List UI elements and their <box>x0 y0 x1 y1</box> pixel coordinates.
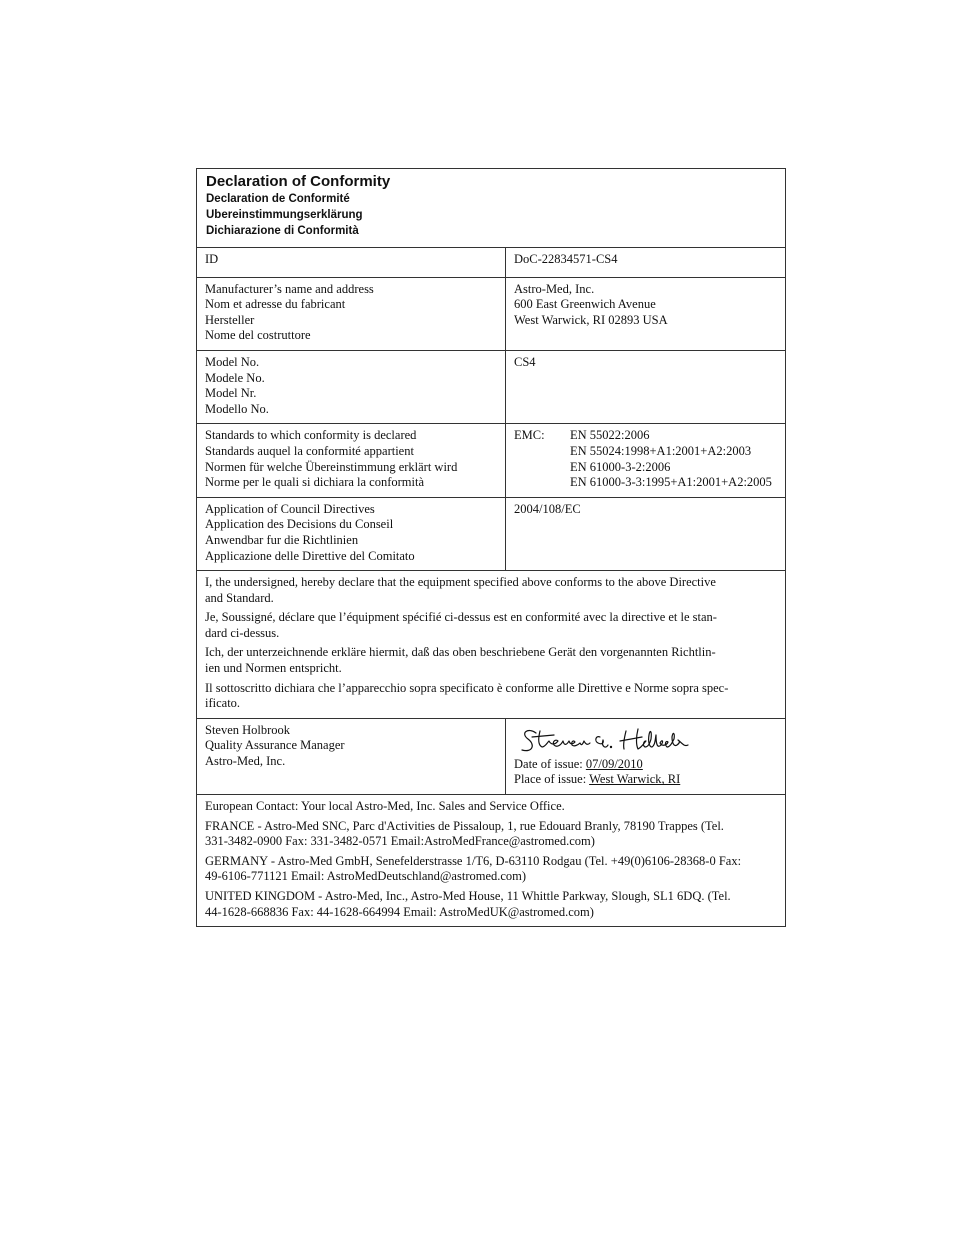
model-row <box>197 351 785 424</box>
directives-label-fr: Application des Decisions du Conseil <box>205 517 394 532</box>
standards-label-en: Standards to which conformity is declared <box>205 428 417 443</box>
emc-standard: EN 61000-3-2:2006 <box>570 459 671 474</box>
contact-line: 331-3482-0900 Fax: 331-3482-0571 Email:AstroMedFrance@astromed.com) <box>205 834 595 849</box>
declaration-paragraph-fr <box>205 610 777 641</box>
manufacturer-label-fr: Nom et adresse du fabricant <box>205 297 346 312</box>
contacts-section <box>197 795 785 926</box>
declaration-line: Ich, der unterzeichnende erkläre hiermit, daß das oben beschriebene Gerät den vorgenannten Richtlin- <box>205 645 716 660</box>
model-label-de: Model Nr. <box>205 386 257 401</box>
directives-row <box>197 498 785 571</box>
document-header <box>197 169 785 248</box>
standards-label-de: Normen für welche Übereinstimmung erklärt wird <box>205 459 458 474</box>
declaration-document <box>196 168 786 927</box>
subtitle-german: Ubereinstimmungserklärung <box>206 209 363 221</box>
emc-standard: EN 61000-3-3:1995+A1:2001+A2:2005 <box>570 475 772 490</box>
manufacturer-label-it: Nome del costruttore <box>205 328 311 343</box>
manufacturer-street: 600 East Greenwich Avenue <box>514 297 656 312</box>
manufacturer-label-en: Manufacturer’s name and address <box>205 281 374 296</box>
id-label: ID <box>197 248 506 277</box>
directives-labels <box>197 498 506 570</box>
emc-standard: EN 55022:2006 <box>570 428 650 443</box>
standards-label-it: Norme per le quali si dichiara la conformità <box>205 475 425 490</box>
contact-line: European Contact: Your local Astro-Med, Inc. Sales and Service Office. <box>205 799 565 814</box>
standards-row <box>197 424 785 497</box>
manufacturer-label-de: Hersteller <box>205 312 255 327</box>
date-value: 07/09/2010 <box>585 756 643 771</box>
signatory-title: Quality Assurance Manager <box>205 738 345 753</box>
contact-line: GERMANY - Astro-Med GmbH, Senefelderstrasse 1/T6, D-63110 Rodgau (Tel. +49(0)6106-28368-0 Fax: <box>205 853 742 868</box>
signatory-info <box>197 719 506 794</box>
signatory-company: Astro-Med, Inc. <box>205 754 286 769</box>
model-value: CS4 <box>514 354 536 369</box>
emc-block <box>514 428 777 490</box>
manufacturer-address <box>506 278 785 350</box>
directives-label-de: Anwendbar fur die Richtlinien <box>205 532 359 547</box>
manufacturer-city: West Warwick, RI 02893 USA <box>514 312 668 327</box>
id-row <box>197 248 785 278</box>
declaration-paragraph-de <box>205 645 777 676</box>
emc-label: EMC: <box>514 428 545 443</box>
contact-line: 44-1628-668836 Fax: 44-1628-664994 Email: AstroMedUK@astromed.com) <box>205 904 594 919</box>
emc-standards-list <box>570 428 772 490</box>
declaration-line: ificato. <box>205 696 241 711</box>
declaration-line: Je, Soussigné, déclare que l’équipment spécifié ci-dessus est en conformité avec la directive et le stan- <box>205 610 717 625</box>
model-labels <box>197 351 506 423</box>
subtitle-french: Declaration de Conformité <box>206 193 350 205</box>
place-label: Place of issue: <box>514 772 590 787</box>
place-value: West Warwick, RI <box>589 772 681 787</box>
signature-block <box>506 719 785 794</box>
directives-value: 2004/108/EC <box>514 501 581 516</box>
signature-image <box>514 723 704 757</box>
declaration-line: ien und Normen entspricht. <box>205 661 342 676</box>
directives-label-it: Applicazione delle Direttive del Comitato <box>205 548 415 563</box>
standards-labels <box>197 424 506 496</box>
declaration-paragraph-it <box>205 681 777 712</box>
subtitle-italian: Dichiarazione di Conformità <box>206 225 359 237</box>
model-label-fr: Modele No. <box>205 370 265 385</box>
declaration-statement <box>197 571 785 719</box>
contact-uk <box>205 889 777 920</box>
declaration-paragraph-en <box>205 575 777 606</box>
contact-european <box>205 799 777 815</box>
contact-line: 49-6106-771121 Email: AstroMedDeutschland@astromed.com) <box>205 869 527 884</box>
date-label: Date of issue: <box>514 756 586 771</box>
declaration-line: Il sottoscritto dichiara che l’apparecchio sopra specificato è conforme alle Direttive e Norme sopra spec- <box>205 680 729 695</box>
declaration-line: I, the undersigned, hereby declare that the equipment specified above conforms to the above Directive <box>205 575 716 590</box>
standards-label-fr: Standards auquel la conformité appartient <box>205 443 414 458</box>
contact-line: FRANCE - Astro-Med SNC, Parc d'Activities de Pissaloup, 1, rue Edouard Branly, 78190 Trappes (Tel. <box>205 818 724 833</box>
manufacturer-row <box>197 278 785 351</box>
contact-france <box>205 819 777 850</box>
contact-germany <box>205 854 777 885</box>
emc-standard: EN 55024:1998+A1:2001+A2:2003 <box>570 443 752 458</box>
model-label-en: Model No. <box>205 354 260 369</box>
id-value: DoC-22834571-CS4 <box>514 252 618 266</box>
contact-line: UNITED KINGDOM - Astro-Med, Inc., Astro-Med House, 11 Whittle Parkway, Slough, SL1 6DQ. (Tel. <box>205 889 731 903</box>
declaration-line: and Standard. <box>205 590 274 605</box>
place-of-issue <box>514 772 777 788</box>
signatory-row <box>197 719 785 795</box>
date-of-issue <box>514 757 777 773</box>
model-label-it: Modello No. <box>205 401 269 416</box>
declaration-line: dard ci-dessus. <box>205 625 280 640</box>
manufacturer-name: Astro-Med, Inc. <box>514 281 595 296</box>
directives-label-en: Application of Council Directives <box>205 501 375 516</box>
standards-values <box>506 424 785 496</box>
manufacturer-labels <box>197 278 506 350</box>
signatory-name: Steven Holbrook <box>205 722 291 737</box>
document-title: Declaration of Conformity <box>206 173 391 190</box>
